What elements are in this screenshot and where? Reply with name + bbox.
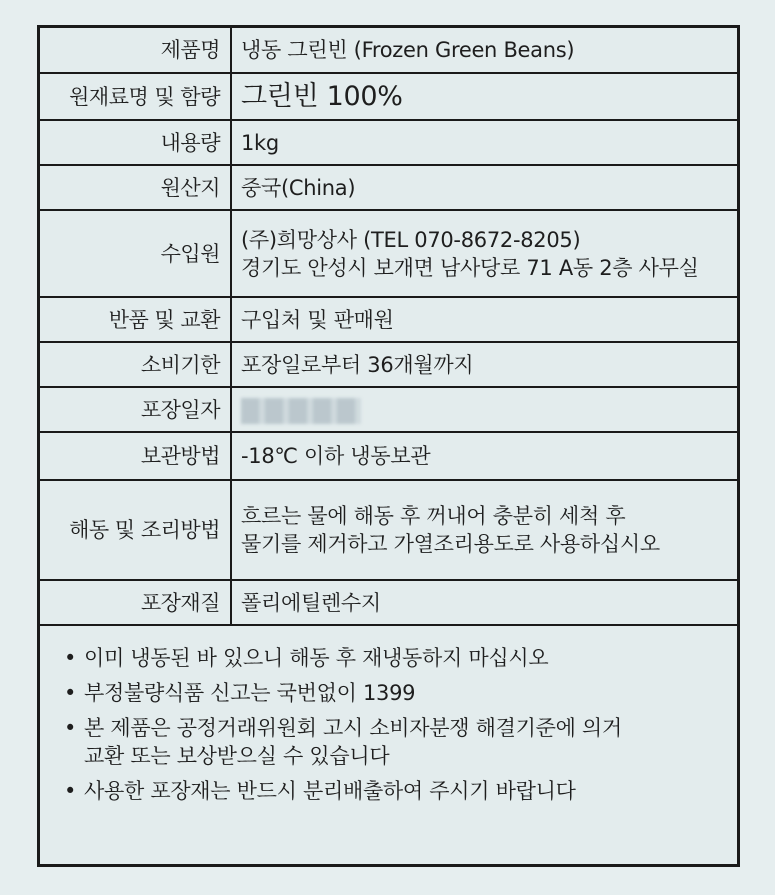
notice-line: 사용한 포장재는 반드시 분리배출하여 주시기 바랍니다: [84, 779, 576, 803]
notice-line: 본 제품은 공정거래위원회 고시 소비자분쟁 해결기준에 의거: [84, 716, 622, 740]
row-value: [231, 480, 737, 580]
row-value: [231, 28, 737, 73]
value-line: 그린빈 100%: [241, 80, 403, 112]
row-ingredients: [40, 73, 737, 120]
notice-item: [64, 714, 737, 770]
bullet: •: [64, 716, 77, 740]
row-storage: [40, 432, 737, 480]
notice-line: 이미 냉동된 바 있으니 해동 후 재냉동하지 마십시오: [84, 646, 549, 670]
row-returns: [40, 297, 737, 342]
value-line: 물기를 제거하고 가열조리용도로 사용하십시오: [241, 532, 660, 556]
row-thawing: [40, 480, 737, 580]
row-value: [231, 580, 737, 625]
value-line: 구입처 및 판매원: [241, 307, 394, 332]
product-label: [37, 25, 740, 867]
row-key: 내용량: [40, 120, 231, 165]
row-key: 소비기한: [40, 342, 231, 387]
row-value: [231, 297, 737, 342]
value-line: 흐르는 물에 해동 후 꺼내어 충분히 세척 후: [241, 504, 626, 528]
value-line: 1kg: [241, 130, 279, 155]
notice-list: [40, 626, 737, 805]
bullet: •: [64, 681, 77, 705]
value-line: 중국(China): [241, 175, 356, 200]
row-product-name: [40, 28, 737, 73]
row-value: [231, 120, 737, 165]
notice-line: 교환 또는 보상받으실 수 있습니다: [84, 744, 390, 768]
row-key: 제품명: [40, 28, 231, 73]
value-line: -18℃ 이하 냉동보관: [241, 444, 431, 468]
row-packaging-date: [40, 387, 737, 432]
notice-item: [64, 777, 737, 805]
bullet: •: [64, 646, 77, 670]
row-key: 보관방법: [40, 432, 231, 480]
row-importer: [40, 210, 737, 297]
row-expiry: [40, 342, 737, 387]
row-value: [231, 210, 737, 297]
row-value: [231, 165, 737, 210]
product-info-table: [40, 28, 737, 626]
value-line: 냉동 그린빈 (Frozen Green Beans): [241, 38, 575, 62]
value-line: 포장일로부터 36개월까지: [241, 352, 474, 377]
row-net-weight: [40, 120, 737, 165]
row-value: [231, 432, 737, 480]
row-key: 포장일자: [40, 387, 231, 432]
row-key: 수입원: [40, 210, 231, 297]
row-packaging-material: [40, 580, 737, 625]
row-key: 원재료명 및 함량: [40, 73, 231, 120]
value-line: 경기도 안성시 보개면 남사당로 71 A동 2층 사무실: [241, 255, 699, 280]
notice-line: 부정불량식품 신고는 국번없이 1399: [84, 681, 416, 705]
row-value: [231, 387, 737, 432]
row-key: 반품 및 교환: [40, 297, 231, 342]
notice-item: [64, 679, 737, 707]
row-origin: [40, 165, 737, 210]
value-line: (주)희망상사 (TEL 070-8672-8205): [241, 227, 581, 252]
row-key: 원산지: [40, 165, 231, 210]
value-line: 폴리에틸렌수지: [241, 590, 381, 615]
row-key: 해동 및 조리방법: [40, 480, 231, 580]
row-value: [231, 342, 737, 387]
row-value: [231, 73, 737, 120]
bullet: •: [64, 779, 77, 803]
row-key: 포장재질: [40, 580, 231, 625]
blurred-date: [241, 398, 361, 424]
notice-item: [64, 644, 737, 672]
